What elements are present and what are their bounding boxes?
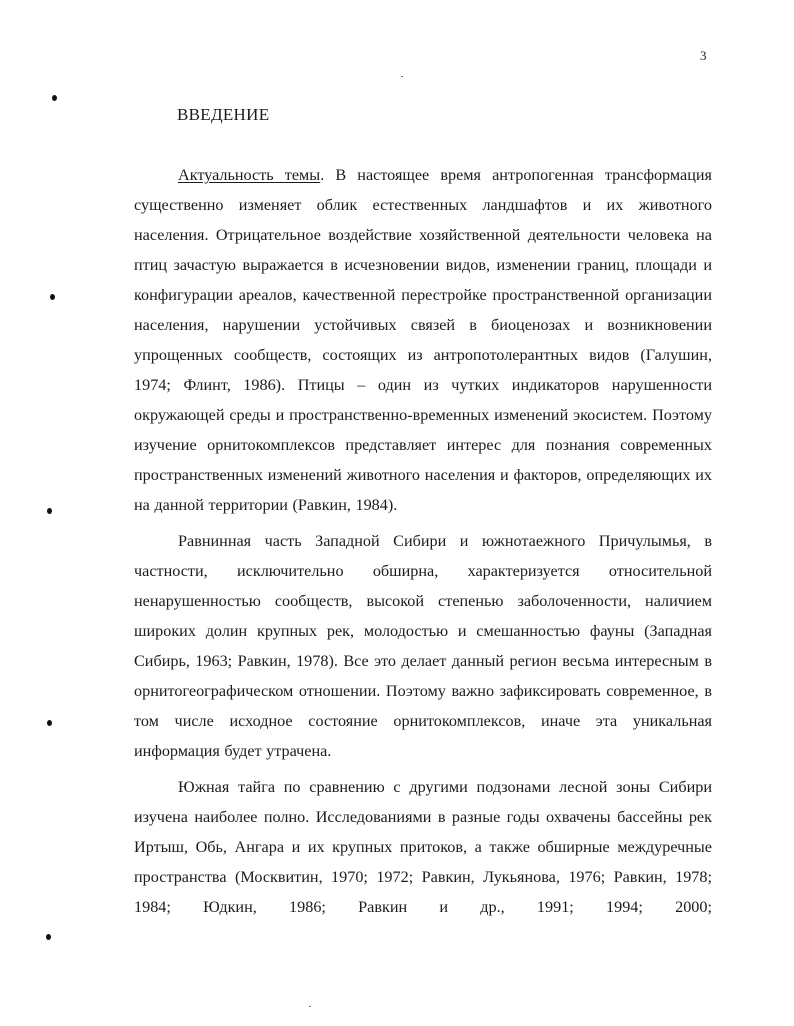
relevance-lead: Актуальность темы [178,166,321,184]
scan-mark [52,95,57,101]
paragraph-southern-taiga: Южная тайга по сравнению с другими подзонами лесной зоны Сибири изучена наиболее полно. Исследованиями в разные годы охвачены бассейны рек Иртыш, Обь, Ангара и их крупных притоков, а также обширные междуречные пространства (Москвитин, 1970; 1972; Равкин, Лукьянова, 1976; Равкин, 1978; 1984; Юдкин, 1986; Равкин и др., 1991; 1994; 2000; [134,778,712,916]
scan-mark [46,934,51,940]
scan-mark [47,720,52,726]
scan-speck [401,76,403,77]
scan-speck [309,1006,311,1007]
scan-mark [47,508,52,514]
page-number: 3 [700,48,707,63]
section-heading: ВВЕДЕНИЕ [177,105,270,124]
paragraph-relevance [134,160,712,520]
body-text [134,160,712,928]
relevance-text: . В настоящее время антропогенная трансформация существенно изменяет облик естественных ландшафтов и их животного населения. Отрицательное воздействие хозяйственной деятельности человека на птиц зачастую выражается в исчезновении видов, изменении границ, площади и конфигурации ареалов, качественной перестройке пространственной организации населения, нарушении устойчивых связей в биоценозах и возникновении упрощенных сообществ, состоящих из антропотолерантных видов (Галушин, 1974; Флинт, 1986). Птицы – один из чутких индикаторов нарушенности окружающей среды и пространственно-временных изменений экосистем. Поэтому изучение орнитокомплексов представляет интерес для познания современных пространственных изменений животного населения и факторов, определяющих их на данной территории (Равкин, 1984). [134,166,712,514]
scan-mark [50,294,55,300]
paragraph-region: Равнинная часть Западной Сибири и южнотаежного Причулымья, в частности, исключительно обширна, характеризуется относительной ненарушенностью сообществ, высокой степенью заболоченности, наличием широких долин крупных рек, молодостью и смешанностью фауны (Западная Сибирь, 1963; Равкин, 1978). Все это делает данный регион весьма интересным в орнитогеографическом отношении. Поэтому важно зафиксировать современное, в том числе исходное состояние орнитокомплексов, иначе эта уникальная информация будет утрачена. [134,532,712,760]
